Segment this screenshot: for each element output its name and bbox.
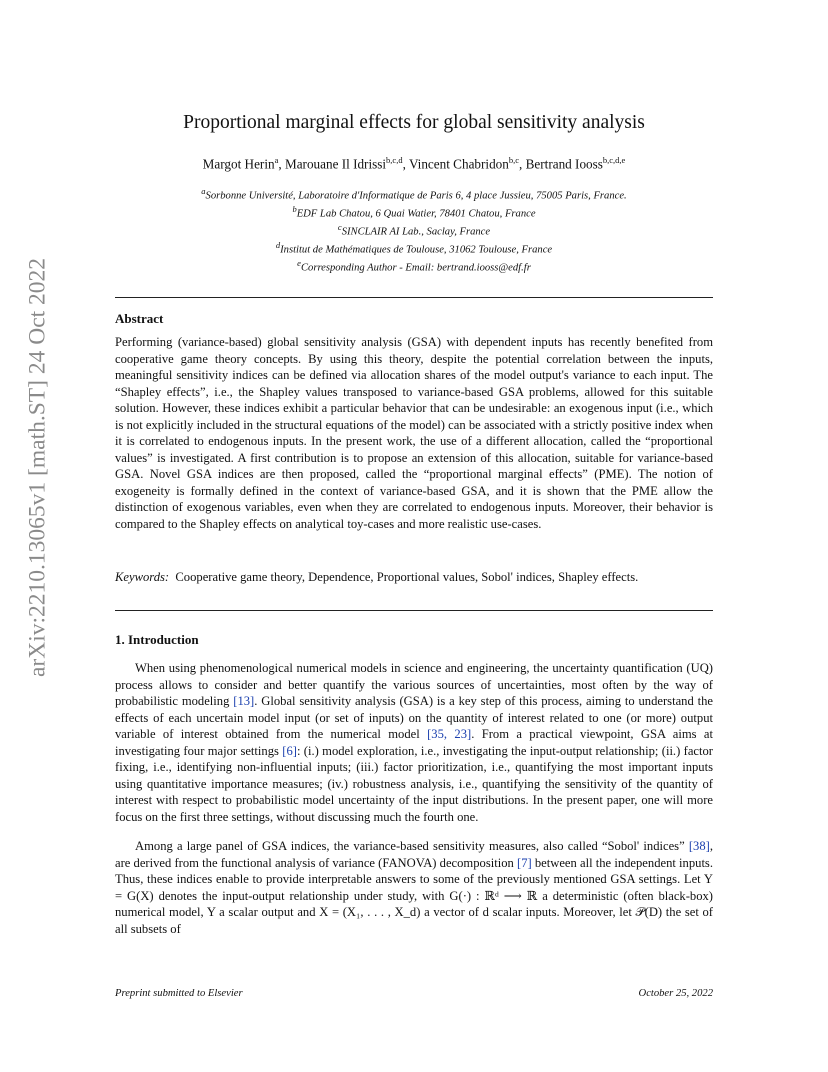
text-run: : (i.) model exploration, i.e., investigating the input-output relationship; (ii.) factor fixing, i.e., identifying non-influential inputs; (iii.) factor prioritization, i.e., quantifying the most important inputs using quantitative importance measures; (iv.) robustness analysis, i.e., quantifying the sensitivity of the quantity of interest with respect to probabilistic model uncertainty of the input distributions. In the present paper, one will more focus on the first three settings, without discussing much the fourth one. bbox=[115, 743, 713, 824]
keywords bbox=[115, 569, 713, 586]
paper-title: Proportional marginal effects for global sensitivity analysis bbox=[183, 112, 645, 133]
affiliation-text: Institut de Mathématiques de Toulouse, 31062 Toulouse, France bbox=[280, 244, 553, 256]
affiliation bbox=[0, 203, 828, 221]
footer-left: Preprint submitted to Elsevier bbox=[115, 988, 243, 999]
bottom-divider bbox=[115, 610, 713, 611]
author: Margot Herin bbox=[202, 156, 275, 172]
abstract-text: Performing (variance-based) global sensitivity analysis (GSA) with dependent inputs has recently benefited from cooperative game theory concepts. By using this theory, despite the potential correlation between the inputs, meaningful sensitivity indices can be defined via allocation shares of the model output's variance to each input. The “Shapley effects”, i.e., the Shapley values transposed to variance-based GSA problems, allowed for this suitable solution. However, these indices exhibit a particular behavior that can be undesirable: an exogenous input (i.e., which is not explicitly included in the structural equations of the model) can be associated with a strictly positive index when it is correlated to endogenous inputs. In the present work, the use of a different allocation, called the “proportional values” is investigated. A first contribution is to propose an extension of this allocation, suitable for variance-based GSA. Novel GSA indices are then proposed, called the “proportional marginal effects” (PME). The notion of exogeneity is formally defined in the context of variance-based GSA, and it is shown that the PME allow the distinction of exogenous variables, even when they are correlated to endogenous inputs. Moreover, their behavior is compared to the Shapley effects on analytical toy-cases and more realistic use-cases. bbox=[115, 335, 713, 532]
keywords-text: Cooperative game theory, Dependence, Proportional values, Sobol' indices, Shapley effects. bbox=[175, 570, 639, 584]
affiliation bbox=[0, 257, 828, 275]
author: Vincent Chabridon bbox=[408, 156, 509, 172]
intro-paragraph-1 bbox=[115, 660, 713, 825]
text-run: , are derived from the functional analysis of variance (FANOVA) decomposition bbox=[115, 839, 713, 870]
footer-right: October 25, 2022 bbox=[638, 988, 713, 999]
author-sup: b,c,d,e bbox=[602, 155, 626, 165]
affiliation bbox=[0, 185, 828, 203]
intro-paragraph-2 bbox=[115, 838, 713, 937]
author: Marouane Il Idrissi bbox=[284, 156, 387, 172]
affiliation-text: EDF Lab Chatou, 6 Quai Watier, 78401 Chatou, France bbox=[296, 208, 536, 220]
affiliation-text: SINCLAIR AI Lab., Saclay, France bbox=[341, 226, 491, 238]
citation-link[interactable]: [35, 23] bbox=[427, 727, 472, 742]
affiliations bbox=[0, 185, 828, 275]
affiliation-sup: e bbox=[297, 257, 301, 268]
affiliation bbox=[0, 239, 828, 257]
author-sup: a bbox=[274, 155, 279, 165]
text-run: Among a large panel of GSA indices, the variance-based sensitivity measures, also called “Sobol' indices” bbox=[135, 839, 689, 853]
arxiv-side-stamp: arXiv:2210.13065v1 [math.ST] 24 Oct 2022 bbox=[24, 257, 51, 678]
affiliation-text: Corresponding Author - Email: bertrand.iooss@edf.fr bbox=[300, 262, 531, 274]
text-run: . Global sensitivity analysis (GSA) is a key step of this process, aiming to understand the effects of each uncertain model input (or set of inputs) on the quantity of interest related to one (or more) output variable of interest obtained from the numerical model bbox=[115, 694, 714, 742]
author: Bertrand Iooss bbox=[525, 156, 603, 172]
affiliation-sup: d bbox=[275, 239, 281, 250]
text-run: When using phenomenological numerical models in science and engineering, the uncertainty quantification (UQ) process allows to consider and better quantify the various sources of uncertainties, most often by the way of probabilistic modeling bbox=[115, 661, 713, 709]
author-sup: b,c,d bbox=[386, 155, 403, 165]
affiliation bbox=[0, 221, 828, 239]
affiliation-sup: c bbox=[337, 221, 342, 232]
text-run: . From a practical viewpoint, GSA aims at investigating four major settings bbox=[115, 727, 713, 758]
citation-link[interactable]: [38] bbox=[688, 839, 710, 853]
citation-link[interactable]: [13] bbox=[233, 694, 255, 709]
top-divider bbox=[115, 297, 713, 298]
keywords-label: Keywords: bbox=[115, 570, 170, 584]
abstract-heading: Abstract bbox=[115, 311, 164, 326]
affiliation-sup: b bbox=[292, 203, 297, 214]
citation-link[interactable]: [7] bbox=[517, 855, 532, 870]
author-list: Margot Herin$^a$, Marouane Il Idrissi$^{b,c,d}$, Vincent Chabridon$^{b,c}$, Bertrand Iooss$^{b,c,d,e}$ bbox=[202, 155, 626, 172]
text-run: between all the independent inputs. Thus, these indices enable to provide interpretable answers to some of the previously mentioned GSA settings. Let Y = G(X) denotes the input-output relationship under study, with G(·) : ℝᵈ ⟶ ℝ a deterministic (often black-box) numerical model, Y a scalar output and X = (X₁, . . . , X_d) a vector of d scalar inputs. Moreover, let 𝒫(D) the set of all subsets of bbox=[115, 855, 713, 936]
affiliation-sup: a bbox=[201, 186, 206, 196]
section-heading: 1. Introduction bbox=[115, 632, 199, 647]
citation-link[interactable]: [6] bbox=[282, 743, 297, 758]
affiliation-text: Sorbonne Université, Laboratoire d'Informatique de Paris 6, 4 place Jussieu, 75005 Paris, France. bbox=[205, 190, 627, 202]
author-sup: b,c bbox=[508, 155, 520, 165]
